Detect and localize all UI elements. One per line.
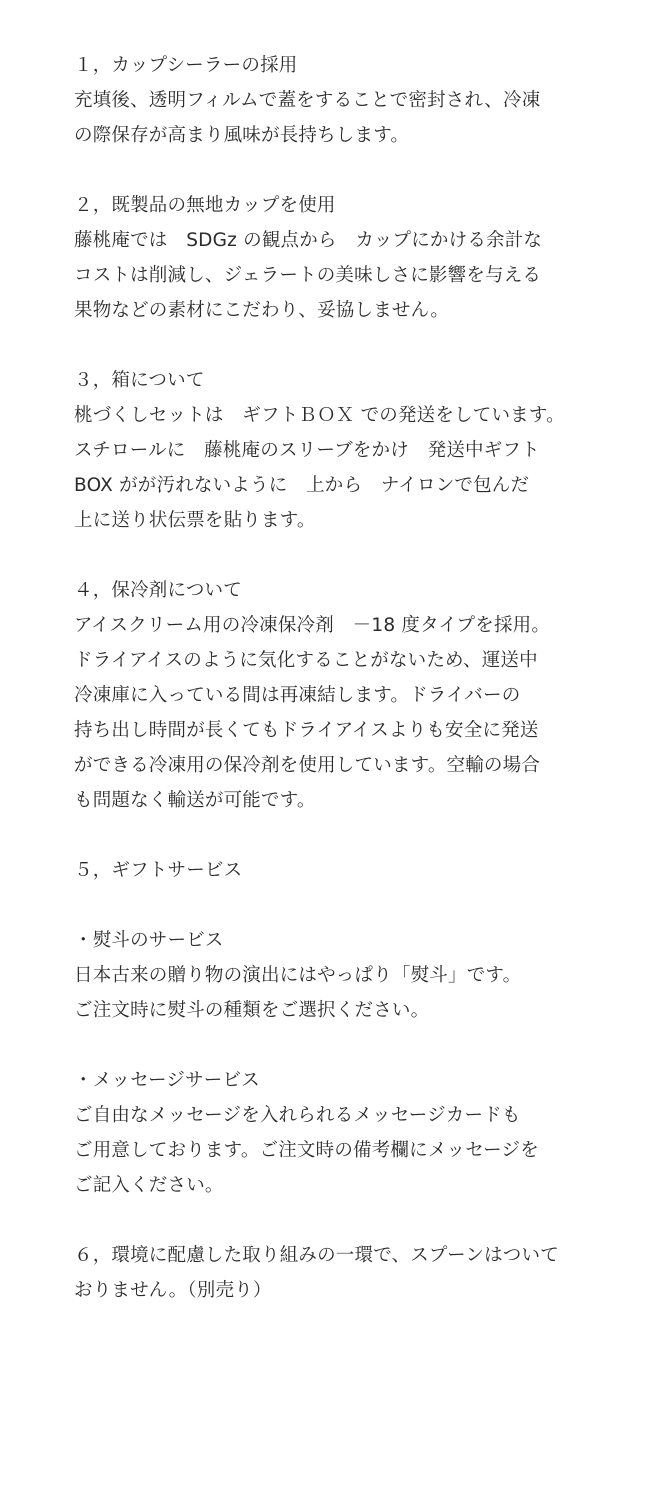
noshi-service-text-line: 日本古来の贈り物の演出にはやっぱり「熨斗」です。 [74,965,522,986]
section-3-text-line: 上に送り状伝票を貼ります。 [74,510,316,531]
section-6-heading: ６，環境に配慮した取り組みの一環で、スプーンはついて [74,1245,559,1266]
noshi-service-heading: ・熨斗のサービス [74,930,224,951]
section-1-text-line: の際保存が高まり風味が長持ちします。 [74,125,410,146]
section-2-text-line: コストは削減し、ジェラートの美味しさに影響を与える [74,265,542,286]
paragraph-gap [74,328,610,363]
section-4-text-line: ドライアイスのように気化することがないため、運送中 [74,650,538,671]
section-3-text-line: 桃づくしセットは ギフトＢＯＸ での発送をしています。 [74,405,565,426]
section-6-text-line: おりません。（別売り） [74,1280,272,1301]
section-4-text-line: 持ち出し時間が長くてもドライアイスよりも安全に発送 [74,720,539,741]
noshi-service-text-line: ご注文時に熨斗の種類をご選択ください。 [74,1000,430,1021]
section-3-text-line: スチロールに 藤桃庵のスリーブをかけ 発送中ギフト [74,440,540,461]
section-4-text-line: も問題なく輸送が可能です。 [74,790,316,811]
section-4-text-line: 冷凍庫に入っている間は再凍結します。ドライバーの [74,685,521,706]
section-1-heading: １，カップシーラーの採用 [74,55,298,76]
section-2-heading: ２，既製品の無地カップを使用 [74,195,336,216]
paragraph-gap [74,818,610,853]
section-3-heading: ３，箱について [74,370,205,391]
paragraph-gap [74,1028,610,1063]
section-4-text-line: アイスクリーム用の冷凍保冷剤 －18 度タイプを採用。 [74,615,551,636]
message-service-heading: ・メッセージサービス [74,1070,260,1091]
section-3-text-line: BOX がが汚れないように 上から ナイロンで包んだ [74,475,530,496]
message-service-text-line: ご用意しております。ご注文時の備考欄にメッセージを [74,1140,539,1161]
section-4-text-line: ができる冷凍用の保冷剤を使用しています。空輸の場合 [74,755,541,776]
section-5-heading: ５，ギフトサービス [74,860,243,881]
paragraph-gap [74,538,610,573]
paragraph-gap [74,153,610,188]
section-2-text-line: 藤桃庵では SDGz の観点から カップにかける余計な [74,230,543,251]
section-2-text-line: 果物などの素材にこだわり、妥協しません。 [74,300,450,321]
message-service-text-line: ご自由なメッセージを入れられるメッセージカードも [74,1105,521,1126]
section-4-heading: ４，保冷剤について [74,580,242,601]
paragraph-gap [74,1203,610,1238]
section-1-text-line: 充填後、透明フィルムで蓋をすることで密封され、冷凍 [74,90,541,111]
message-service-text-line: ご記入ください。 [74,1175,224,1196]
paragraph-gap [74,888,610,923]
